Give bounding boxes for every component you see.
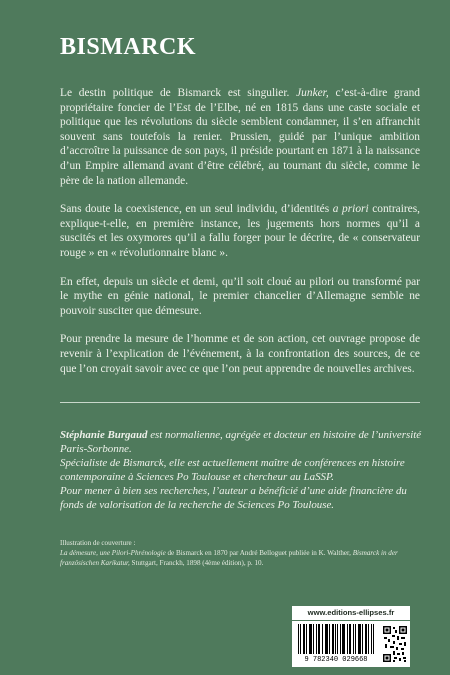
credits-heading: Illustration de couverture : xyxy=(60,539,136,547)
blurb xyxy=(60,86,420,390)
author-name: Stéphanie Burgaud xyxy=(60,429,148,441)
book-title: BISMARCK xyxy=(60,34,197,60)
blurb-p1-start: Le destin politique de Bismarck est singulier. xyxy=(60,87,297,99)
author-bio xyxy=(60,428,428,513)
credits-work-title: La démesure, une Pilori-Phrénologie xyxy=(60,549,166,557)
author-line-1-rest: est normalienne, agrégée et docteur en histoire de l’université Paris-Sorbonne. xyxy=(60,429,422,456)
blurb-paragraph-2 xyxy=(60,202,420,260)
separator-line xyxy=(60,402,420,403)
blurb-p1-emphasis: Junker, xyxy=(296,87,329,99)
isbn-number: 9 782340 029668 xyxy=(292,654,380,666)
publisher-website: www.editions-ellipses.fr xyxy=(292,606,410,620)
author-line-2: Spécialiste de Bismarck, elle est actuellement maître de conférences en histoire contemporaine à Sciences Po Toulouse et chercheur au LaSSP. xyxy=(60,457,405,484)
blurb-p1-end: c’est-à-dire grand propriétaire foncier de l’Est de l’Elbe, né en 1815 dans une caste sociale et politique que les révolutions du siècle semblent condamner, il s’en affranchit souvent sans toutefois la renier. Prussien, guidé par l’unique ambition d’accroître la puissance de son pays, il préside pourtant en 1871 à la naissance d’un Empire allemand avant d’être célébré, au tournant du siècle, comme le père de la nation allemande. xyxy=(60,87,420,187)
credits-mid: de Bismarck en 1870 par André Belloguet publiée in K. Walther, xyxy=(165,549,353,557)
credits-tail: Stuttgart, Franckh, 1898 (4ème édition), p. 10. xyxy=(129,559,264,567)
blurb-paragraph-3: En effet, depuis un siècle et demi, qu’il soit cloué au pilori ou transformé par le mythe en génie national, le premier chancelier d’Allemagne semble ne pouvoir susciter que démesure. xyxy=(60,275,420,317)
credits-text xyxy=(60,548,426,568)
blurb-paragraph-1 xyxy=(60,86,420,188)
blurb-paragraph-4: Pour prendre la mesure de l’homme et de son action, cet ouvrage propose de revenir à l’explication de l’événement, à la confrontation des sources, de ce que l’on croyait savoir avec ce que l’on peut apprendre de nouvelles archives. xyxy=(60,333,420,375)
cover-credits xyxy=(60,538,426,568)
blurb-p2-emphasis: a priori xyxy=(332,203,369,216)
author-line-1 xyxy=(60,428,428,456)
barcode-block xyxy=(292,621,410,667)
credits-book-title: Bismarck in der französischen Karikatur, xyxy=(60,549,398,567)
blurb-p2-end: contraires, explique-t-elle, en première instance, les jugements hors normes qu’il a suscités et les oxymores qu’il a fallu forger pour le décrire, de « conservateur rouge » en « révolutionnaire blanc ». xyxy=(60,203,420,259)
blurb-p2-start: Sans doute la coexistence, en un seul individu, d’identités xyxy=(60,203,333,216)
qr-code-icon xyxy=(382,624,408,664)
author-line-3: Pour mener à bien ses recherches, l’auteur a bénéficié d’une aide financière du fonds de valorisation de la recherche de Sciences Po Toulouse. xyxy=(60,485,407,512)
